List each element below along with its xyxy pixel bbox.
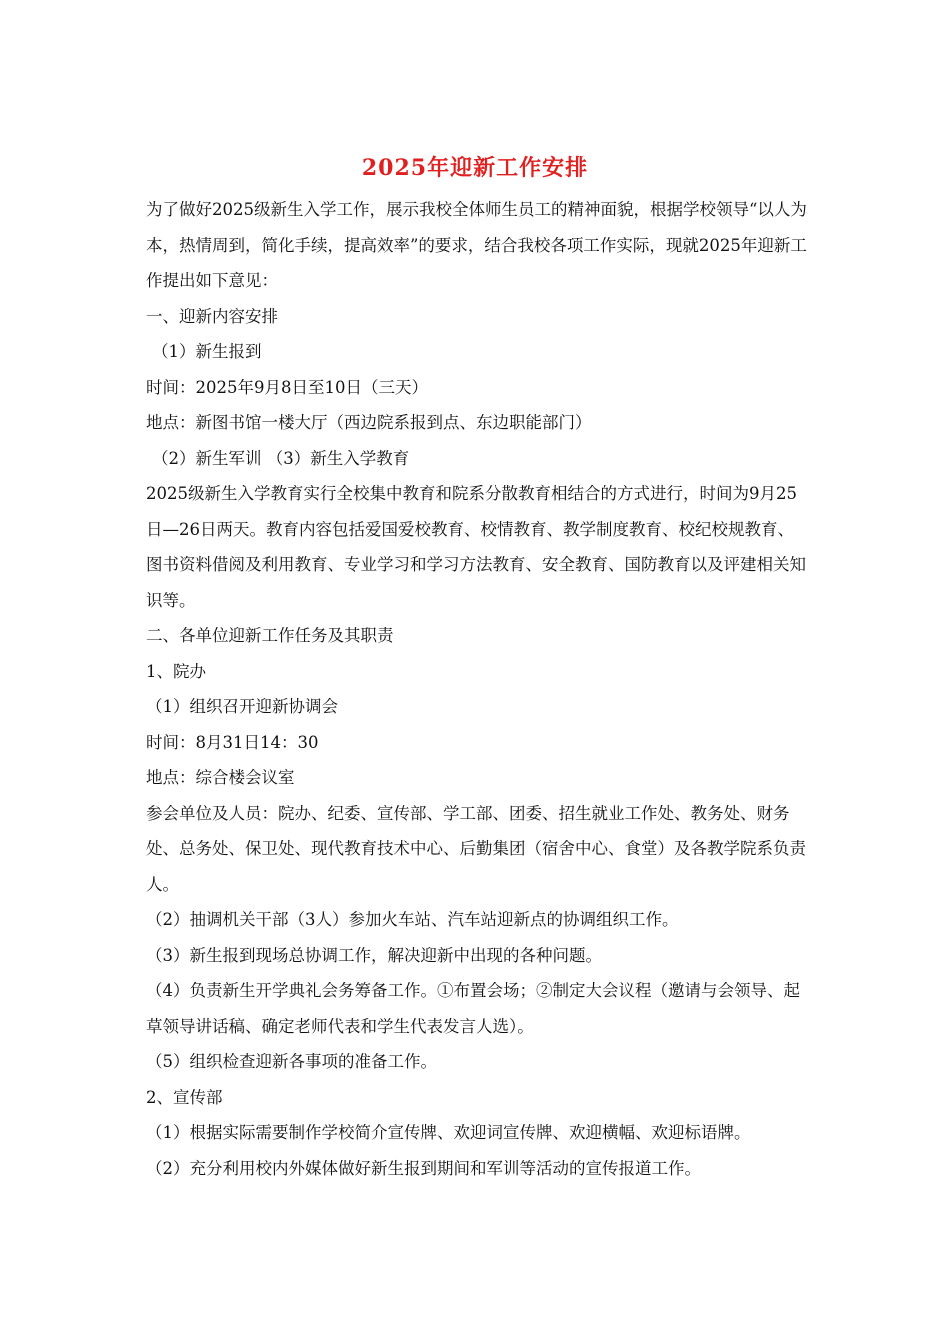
- office-task-4: （4）负责新生开学典礼会务筹备工作。①布置会场；②制定大会议程（邀请与会领导、起草领导讲话稿、确定老师代表和学生代表发言人选）。: [146, 981, 800, 1036]
- meeting-location: 地点：综合楼会议室: [146, 768, 295, 787]
- meeting-time: 时间：8月31日14：30: [146, 732, 319, 752]
- intro-paragraph: 为了做好2025级新生入学工作，展示我校全体师生员工的精神面貌，根据学校领导“以人为本，热情周到，简化手续，提高效率”的要求，结合我校各项工作实际，现就2025年迎新工作提出如下意见：: [146, 200, 807, 290]
- section-heading-2: 二、各单位迎新工作任务及其职责: [146, 626, 394, 645]
- publicity-task-2: （2）充分利用校内外媒体做好新生报到期间和军训等活动的宣传报道工作。: [146, 1158, 701, 1178]
- office-task-3: （3）新生报到现场总协调工作，解决迎新中出现的各种问题。: [146, 945, 602, 965]
- office-task-5: （5）组织检查迎新各事项的准备工作。: [146, 1052, 437, 1071]
- document-body: [146, 192, 810, 1186]
- subheading-military-training-and-education: （2）新生军训 （3）新生入学教育: [152, 448, 410, 468]
- registration-time: 时间：2025年9月8日至10日（三天）: [146, 377, 428, 397]
- unit-heading-publicity: 2、宣传部: [146, 1087, 223, 1107]
- office-task-2: （2）抽调机关干部（3人）参加火车站、汽车站迎新点的协调组织工作。: [146, 910, 679, 929]
- meeting-attendees: 参会单位及人员：院办、纪委、宣传部、学工部、团委、招生就业工作处、教务处、财务处、总务处、保卫处、现代教育技术中心、后勤集团（宿舍中心、食堂）及各教学院系负责人。: [146, 803, 806, 894]
- education-paragraph: 2025级新生入学教育实行全校集中教育和院系分散教育相结合的方式进行，时间为9月25日—26日两天。教育内容包括爱国爱校教育、校情教育、教学制度教育、校纪校规教育、图书资料借阅及利用教育、专业学习和学习方法教育、安全教育、国防教育以及评建相关知识等。: [146, 484, 806, 610]
- unit-heading-office: 1、院办: [146, 661, 206, 681]
- document-title: 2025年迎新工作安排: [361, 155, 589, 181]
- publicity-task-1: （1）根据实际需要制作学校简介宣传牌、欢迎词宣传牌、欢迎横幅、欢迎标语牌。: [146, 1123, 751, 1142]
- subheading-new-student-registration: （1）新生报到: [152, 342, 262, 361]
- office-task-1: （1）组织召开迎新协调会: [146, 697, 338, 716]
- section-heading-1: 一、迎新内容安排: [146, 306, 278, 326]
- registration-location: 地点：新图书馆一楼大厅（西边院系报到点、东边职能部门）: [146, 413, 592, 432]
